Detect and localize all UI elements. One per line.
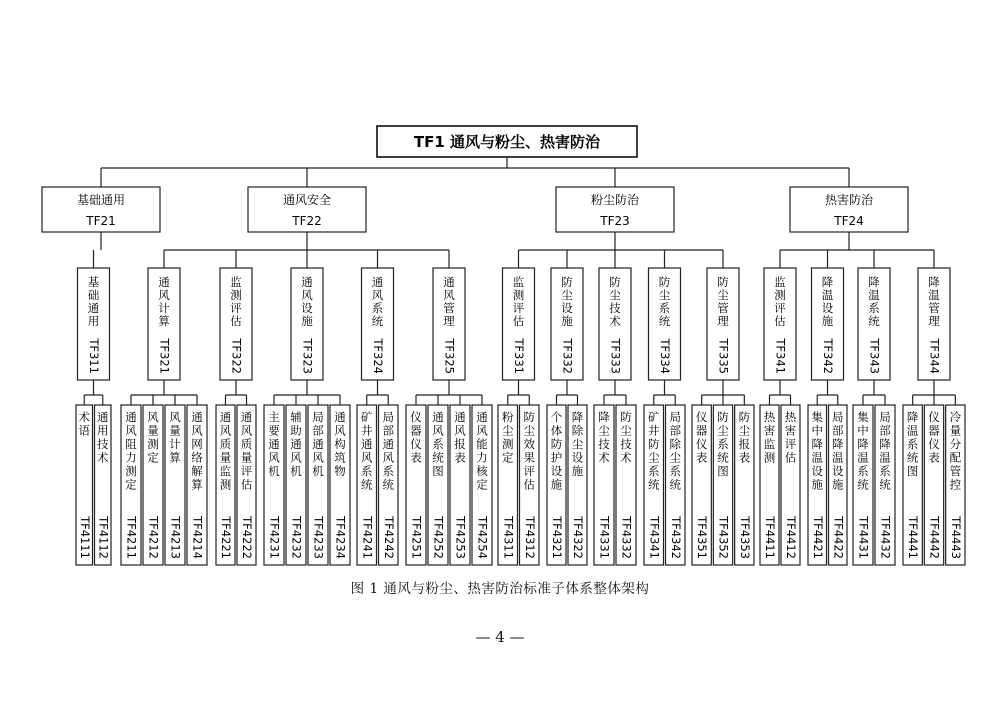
leaf-name: 局部降温系统: [879, 410, 891, 492]
leaf-code: TF4233: [311, 516, 326, 559]
leaf-name: 术语: [78, 410, 90, 438]
leaf-code: TF4353: [737, 516, 752, 559]
leaf-code: TF4232: [289, 516, 304, 559]
leaf-code: TF4432: [878, 516, 893, 559]
leaf-name: 集中降温设施: [811, 410, 823, 492]
leaf-name: 风量测定: [147, 410, 159, 465]
leaf-name: 热害监测: [763, 410, 776, 465]
leaf-code: TF4251: [409, 516, 424, 559]
leaf-code: TF4211: [124, 516, 139, 559]
leaf-code: TF4231: [267, 516, 282, 559]
leaf-code: TF4212: [146, 516, 161, 559]
category-name: 通风安全: [282, 193, 332, 207]
leaf-code: TF4431: [856, 516, 871, 559]
subcategory-code: TF323: [300, 338, 315, 374]
leaf-name: 通风网络解算: [191, 410, 203, 492]
subcategory-code: TF325: [442, 338, 457, 374]
leaf-name: 矿井防尘系统: [648, 410, 660, 492]
leaf-name: 降除尘设施: [571, 410, 584, 478]
leaf-name: 风量计算: [169, 410, 181, 465]
subcategory-name: 基础通用: [87, 275, 100, 328]
subcategory-code: TF332: [560, 338, 575, 374]
leaf-code: TF4441: [906, 516, 921, 559]
leaf-code: TF4412: [784, 516, 798, 559]
leaf-name: 局部除尘系统: [669, 410, 681, 492]
subcategory-code: TF341: [773, 338, 788, 374]
leaf-name: 仪器仪表: [695, 410, 708, 465]
subcategory-name: 通风设施: [301, 275, 313, 328]
leaf-code: TF4311: [501, 516, 516, 559]
category-code: TF22: [292, 214, 322, 228]
subcategory-name: 监测评估: [512, 275, 525, 328]
leaf-code: TF4254: [475, 516, 490, 559]
leaf-name: 降温系统图: [906, 410, 919, 478]
leaf-code: TF4242: [381, 516, 396, 559]
subcategory-name: 防尘设施: [561, 275, 573, 328]
leaf-name: 降尘技术: [598, 410, 610, 465]
category-name: 基础通用: [76, 193, 126, 207]
leaf-code: TF4252: [431, 516, 446, 559]
leaf-name: 通风阻力测定: [125, 410, 137, 492]
leaf-code: TF4321: [550, 516, 564, 559]
leaf-code: TF4222: [240, 516, 254, 559]
category-name: 热害防治: [824, 193, 874, 207]
subcategory-name: 降温系统: [868, 275, 880, 328]
leaf-code: TF4221: [219, 516, 233, 559]
leaf-name: 辅助通风机: [290, 410, 302, 478]
subcategory-code: TF333: [608, 338, 623, 374]
leaf-code: TF4253: [453, 516, 468, 559]
leaf-name: 防尘效果评估: [523, 410, 535, 492]
leaf-name: 局部降温设施: [832, 410, 844, 492]
subcategory-name: 监测评估: [230, 275, 242, 328]
subcategory-code: TF331: [512, 338, 526, 374]
subcategory-code: TF334: [658, 338, 672, 374]
subcategory-code: TF343: [867, 338, 882, 374]
leaf-name: 集中降温系统: [857, 410, 869, 492]
leaf-code: TF4422: [831, 516, 846, 559]
leaf-name: 通风构筑物: [334, 410, 346, 478]
leaf-name: 通风系统图: [432, 410, 444, 478]
leaf-code: TF4234: [333, 516, 348, 559]
subcategory-code: TF344: [927, 338, 942, 374]
leaf-name: 仪器仪表: [928, 410, 940, 465]
root-title: TF1 通风与粉尘、热害防治: [413, 133, 601, 151]
leaf-name: 通用技术: [97, 410, 109, 465]
leaf-name: 仪器仪表: [410, 410, 422, 465]
leaf-code: TF4332: [619, 516, 634, 559]
leaf-name: 矿井通风系统: [361, 410, 373, 492]
leaf-code: TF4351: [695, 516, 710, 559]
leaf-name: 冷量分配管控: [949, 410, 962, 492]
leaf-name: 通风质量监测: [219, 410, 232, 492]
leaf-name: 防尘报表: [738, 410, 751, 465]
subcategory-code: TF335: [716, 338, 731, 374]
leaf-name: 防尘技术: [620, 410, 632, 465]
leaf-code: TF4341: [647, 516, 662, 559]
leaf-name: 防尘系统图: [717, 410, 729, 478]
subcategory-name: 降温管理: [928, 275, 940, 328]
subcategory-name: 防尘系统: [658, 275, 671, 328]
figure-caption: 图 1 通风与粉尘、热害防治标准子体系整体架构: [350, 581, 650, 597]
leaf-name: 通风能力核定: [476, 410, 488, 492]
leaf-code: TF4112: [96, 516, 111, 559]
leaf-code: TF4312: [522, 516, 537, 559]
leaf-name: 热害评估: [784, 410, 797, 465]
leaf-code: TF4331: [597, 516, 612, 559]
leaf-code: TF4241: [360, 516, 375, 559]
leaf-code: TF4342: [668, 516, 683, 559]
subcategory-code: TF322: [229, 338, 244, 374]
subcategory-code: TF342: [821, 338, 835, 374]
subcategory-code: TF321: [157, 338, 172, 374]
subcategory-code: TF324: [371, 338, 385, 374]
category-name: 粉尘防治: [590, 193, 640, 207]
leaf-code: TF4322: [571, 516, 585, 559]
subcategory-name: 监测评估: [774, 275, 786, 328]
leaf-name: 通风报表: [454, 410, 466, 465]
leaf-code: TF4352: [716, 516, 731, 559]
leaf-name: 通风质量评估: [240, 410, 253, 492]
subcategory-name: 防尘技术: [609, 275, 621, 328]
leaf-name: 个体防护设施: [550, 410, 563, 492]
subcategory-code: TF311: [87, 338, 101, 374]
leaf-code: TF4421: [810, 516, 825, 559]
category-code: TF21: [86, 214, 116, 228]
leaf-code: TF4442: [927, 516, 942, 559]
leaf-code: TF4214: [190, 516, 205, 559]
leaf-name: 粉尘测定: [502, 410, 514, 465]
subcategory-name: 降温设施: [821, 275, 834, 328]
leaf-code: TF4443: [948, 516, 963, 559]
leaf-name: 局部通风系统: [382, 410, 394, 492]
leaf-name: 主要通风机: [268, 410, 280, 478]
leaf-code: TF4111: [77, 516, 92, 559]
leaf-code: TF4213: [168, 516, 183, 559]
subcategory-name: 通风计算: [158, 275, 170, 328]
subcategory-name: 通风管理: [443, 275, 455, 328]
category-code: TF24: [834, 214, 864, 228]
category-code: TF23: [600, 214, 630, 228]
page-number: — 4 —: [475, 628, 525, 646]
subcategory-name: 防尘管理: [717, 275, 729, 328]
leaf-code: TF4411: [763, 516, 777, 559]
leaf-name: 局部通风机: [312, 410, 324, 478]
subcategory-name: 通风系统: [371, 275, 384, 328]
